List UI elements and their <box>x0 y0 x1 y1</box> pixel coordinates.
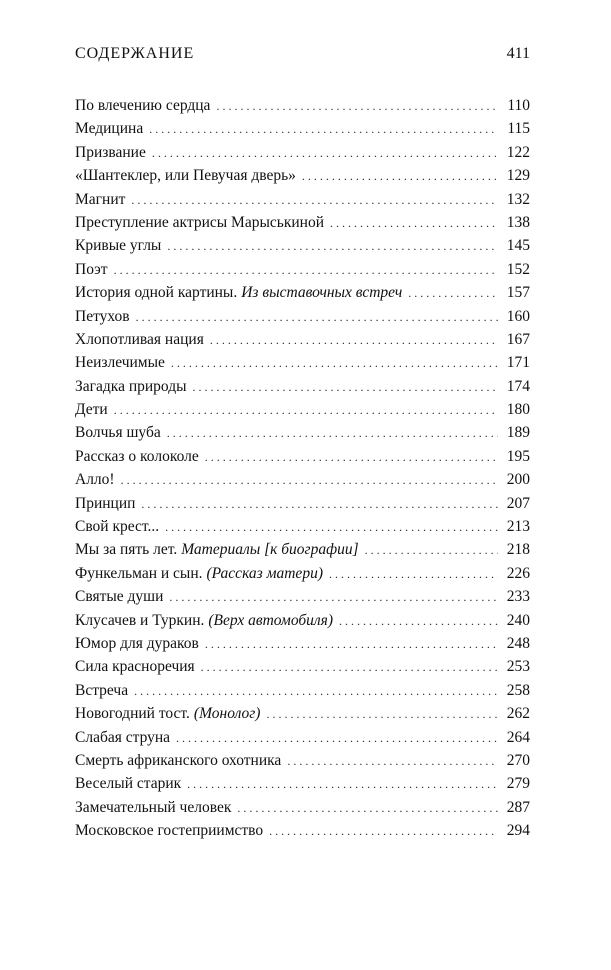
toc-entry-main-title: «Шантеклер, или Певучая дверь» <box>75 167 296 185</box>
toc-entry-page-number: 270 <box>506 751 530 769</box>
toc-entry-page-number: 152 <box>506 260 530 278</box>
dot-leader <box>408 286 498 301</box>
dot-leader <box>237 801 498 816</box>
toc-entry-page-number: 157 <box>506 284 530 302</box>
toc-entry <box>75 237 530 260</box>
dot-leader <box>339 614 498 629</box>
toc-entry-main-title: Смерть африканского охотника <box>75 751 282 769</box>
toc-entry-main-title: Медицина <box>75 120 144 138</box>
dot-leader <box>187 777 498 792</box>
toc-entry-main-title: Функельман и сын. <box>75 564 203 582</box>
toc-entry-main-title: Святые души <box>75 588 164 606</box>
dot-leader <box>149 122 498 137</box>
toc-entry-main-title: Слабая струна <box>75 728 171 746</box>
toc-entry-title <box>75 214 324 232</box>
toc-entry-page-number: 233 <box>506 588 530 606</box>
toc-entry <box>75 541 530 564</box>
toc-entry-subtitle: (Верх автомобиля) <box>208 611 334 629</box>
toc-entry <box>75 191 530 214</box>
toc-entry <box>75 167 530 190</box>
dot-leader <box>365 543 498 558</box>
toc-entry-title <box>75 799 231 817</box>
toc-entry-page-number: 110 <box>507 97 530 114</box>
toc-entry-main-title: Хлопотливая нация <box>75 330 204 348</box>
dot-leader <box>141 497 498 512</box>
toc-entry <box>75 261 530 284</box>
toc-entry-main-title: Рассказ о колоколе <box>75 447 199 465</box>
toc-entry-subtitle: (Рассказ матери) <box>206 564 323 582</box>
toc-entry-title <box>75 822 263 840</box>
toc-entry-page-number: 145 <box>506 237 530 255</box>
toc-entry-main-title: Неизлечимые <box>75 354 165 372</box>
toc-entry-title <box>75 658 195 676</box>
toc-entry-main-title: Кривые углы <box>75 237 162 255</box>
page-header <box>75 45 530 69</box>
toc-entry-page-number: 248 <box>506 634 530 652</box>
toc-entry <box>75 705 530 728</box>
toc-entry-title <box>75 97 210 115</box>
toc-entry-page-number: 195 <box>506 447 530 465</box>
dot-leader <box>171 356 498 371</box>
toc-entry-main-title: Свой крест... <box>75 518 160 536</box>
toc-entry-page-number: 138 <box>506 213 530 231</box>
toc-entry <box>75 448 530 471</box>
toc-entry-title <box>75 518 159 536</box>
toc-entry-page-number: 258 <box>506 681 530 699</box>
toc-entry-page-number: 262 <box>506 705 530 723</box>
toc-entry-title <box>75 401 108 419</box>
dot-leader <box>169 590 498 605</box>
toc-entry-page-number: 160 <box>506 307 530 325</box>
toc-entry-main-title: Замечательный человек <box>75 798 232 816</box>
dot-leader <box>121 473 498 488</box>
toc-entry <box>75 658 530 681</box>
toc-entry-main-title: Принцип <box>75 494 136 512</box>
toc-entry-subtitle: Материалы [к биографии] <box>181 541 359 559</box>
toc-entry-title <box>75 354 165 372</box>
toc-entry-page-number: 122 <box>506 143 530 161</box>
toc-entry-page-number: 174 <box>506 377 530 395</box>
toc-entry-title <box>75 682 128 700</box>
toc-entry <box>75 308 530 331</box>
toc-entry-page-number: 240 <box>506 611 530 629</box>
toc-entry-main-title: Мы за пять лет. <box>75 541 178 559</box>
dot-leader <box>193 380 498 395</box>
toc-entry <box>75 284 530 307</box>
toc-entry <box>75 752 530 775</box>
table-of-contents <box>75 97 530 846</box>
dot-leader <box>134 684 498 699</box>
toc-entry-title <box>75 308 130 326</box>
toc-entry-main-title: Волчья шуба <box>75 424 161 442</box>
dot-leader <box>330 216 498 231</box>
toc-entry-main-title: Поэт <box>75 260 108 278</box>
dot-leader <box>329 567 498 582</box>
toc-entry-title <box>75 752 281 770</box>
toc-entry-title <box>75 331 204 349</box>
toc-entry-title <box>75 729 170 747</box>
toc-entry <box>75 401 530 424</box>
toc-entry-title <box>75 775 181 793</box>
toc-entry-main-title: Загадка природы <box>75 377 187 395</box>
toc-entry-page-number: 132 <box>506 190 530 208</box>
dot-leader <box>216 99 498 114</box>
toc-entry-main-title: Встреча <box>75 681 129 699</box>
toc-entry <box>75 799 530 822</box>
toc-entry-page-number: 207 <box>506 494 530 512</box>
dot-leader <box>205 637 498 652</box>
toc-entry <box>75 729 530 752</box>
dot-leader <box>114 403 498 418</box>
toc-entry-title <box>75 378 187 396</box>
toc-entry-title <box>75 424 161 442</box>
toc-entry-title <box>75 471 115 489</box>
toc-entry <box>75 144 530 167</box>
dot-leader <box>201 660 498 675</box>
toc-entry-main-title: Магнит <box>75 190 126 208</box>
page-number: 411 <box>506 45 530 62</box>
toc-entry <box>75 495 530 518</box>
toc-entry-title <box>75 612 333 630</box>
toc-entry-page-number: 171 <box>506 354 530 372</box>
toc-entry <box>75 214 530 237</box>
toc-entry-main-title: Московское гостеприимство <box>75 822 264 840</box>
toc-entry-title <box>75 191 125 209</box>
toc-entry-main-title: Петухов <box>75 307 130 325</box>
toc-entry-main-title: Веселый старик <box>75 775 182 793</box>
toc-entry-page-number: 180 <box>506 401 530 419</box>
dot-leader <box>302 169 498 184</box>
toc-entry-page-number: 264 <box>506 728 530 746</box>
dot-leader <box>167 239 498 254</box>
toc-entry <box>75 354 530 377</box>
toc-entry <box>75 588 530 611</box>
toc-entry-title <box>75 144 146 162</box>
toc-entry-main-title: По влечению сердца <box>75 97 211 114</box>
toc-entry-page-number: 253 <box>506 658 530 676</box>
toc-entry-page-number: 115 <box>507 120 530 138</box>
toc-entry-main-title: Новогодний тост. <box>75 705 190 723</box>
toc-entry-page-number: 294 <box>506 822 530 840</box>
dot-leader <box>114 263 498 278</box>
toc-entry-main-title: Юмор для дураков <box>75 634 199 652</box>
toc-entry-title <box>75 495 135 513</box>
toc-entry <box>75 471 530 494</box>
dot-leader <box>176 731 498 746</box>
toc-entry-main-title: Сила красноречия <box>75 658 195 676</box>
dot-leader <box>269 824 498 839</box>
dot-leader <box>287 754 498 769</box>
toc-entry <box>75 612 530 635</box>
toc-entry <box>75 97 530 120</box>
dot-leader <box>210 333 498 348</box>
dot-leader <box>266 707 498 722</box>
toc-entry-subtitle: Из выставочных встреч <box>241 284 403 302</box>
toc-entry-subtitle: (Монолог) <box>193 705 261 723</box>
toc-entry <box>75 565 530 588</box>
toc-entry-page-number: 218 <box>506 541 530 559</box>
toc-entry-title <box>75 167 296 185</box>
toc-entry-title <box>75 284 402 302</box>
toc-entry-title <box>75 237 161 255</box>
dot-leader <box>152 146 498 161</box>
toc-entry-main-title: Преступление актрисы Марыськиной <box>75 213 324 231</box>
dot-leader <box>131 193 498 208</box>
toc-entry <box>75 424 530 447</box>
toc-entry-page-number: 167 <box>506 330 530 348</box>
toc-entry-title <box>75 120 143 138</box>
toc-entry <box>75 120 530 143</box>
toc-entry-page-number: 287 <box>506 798 530 816</box>
toc-entry-main-title: Клусачев и Туркин. <box>75 611 205 629</box>
running-head: СОДЕРЖАНИЕ <box>75 45 195 62</box>
dot-leader <box>167 426 498 441</box>
dot-leader <box>136 310 498 325</box>
toc-entry-title <box>75 588 163 606</box>
toc-entry <box>75 822 530 845</box>
toc-entry <box>75 635 530 658</box>
toc-entry-page-number: 226 <box>506 564 530 582</box>
dot-leader <box>205 450 498 465</box>
toc-entry-page-number: 279 <box>506 775 530 793</box>
toc-entry <box>75 331 530 354</box>
toc-entry-title <box>75 448 199 466</box>
toc-entry-title <box>75 635 199 653</box>
toc-entry <box>75 378 530 401</box>
toc-entry <box>75 518 530 541</box>
toc-entry-title <box>75 705 260 723</box>
toc-entry-title <box>75 565 323 583</box>
toc-entry-page-number: 129 <box>506 167 530 185</box>
toc-entry-title <box>75 541 359 559</box>
toc-entry <box>75 775 530 798</box>
toc-entry-page-number: 189 <box>506 424 530 442</box>
toc-entry <box>75 682 530 705</box>
dot-leader <box>165 520 498 535</box>
toc-entry-main-title: Дети <box>75 401 108 419</box>
toc-entry-title <box>75 261 108 279</box>
toc-entry-main-title: История одной картины. <box>75 284 238 302</box>
toc-entry-main-title: Призвание <box>75 143 146 161</box>
toc-entry-main-title: Алло! <box>75 471 115 489</box>
toc-entry-page-number: 200 <box>506 471 530 489</box>
toc-entry-page-number: 213 <box>506 518 530 536</box>
